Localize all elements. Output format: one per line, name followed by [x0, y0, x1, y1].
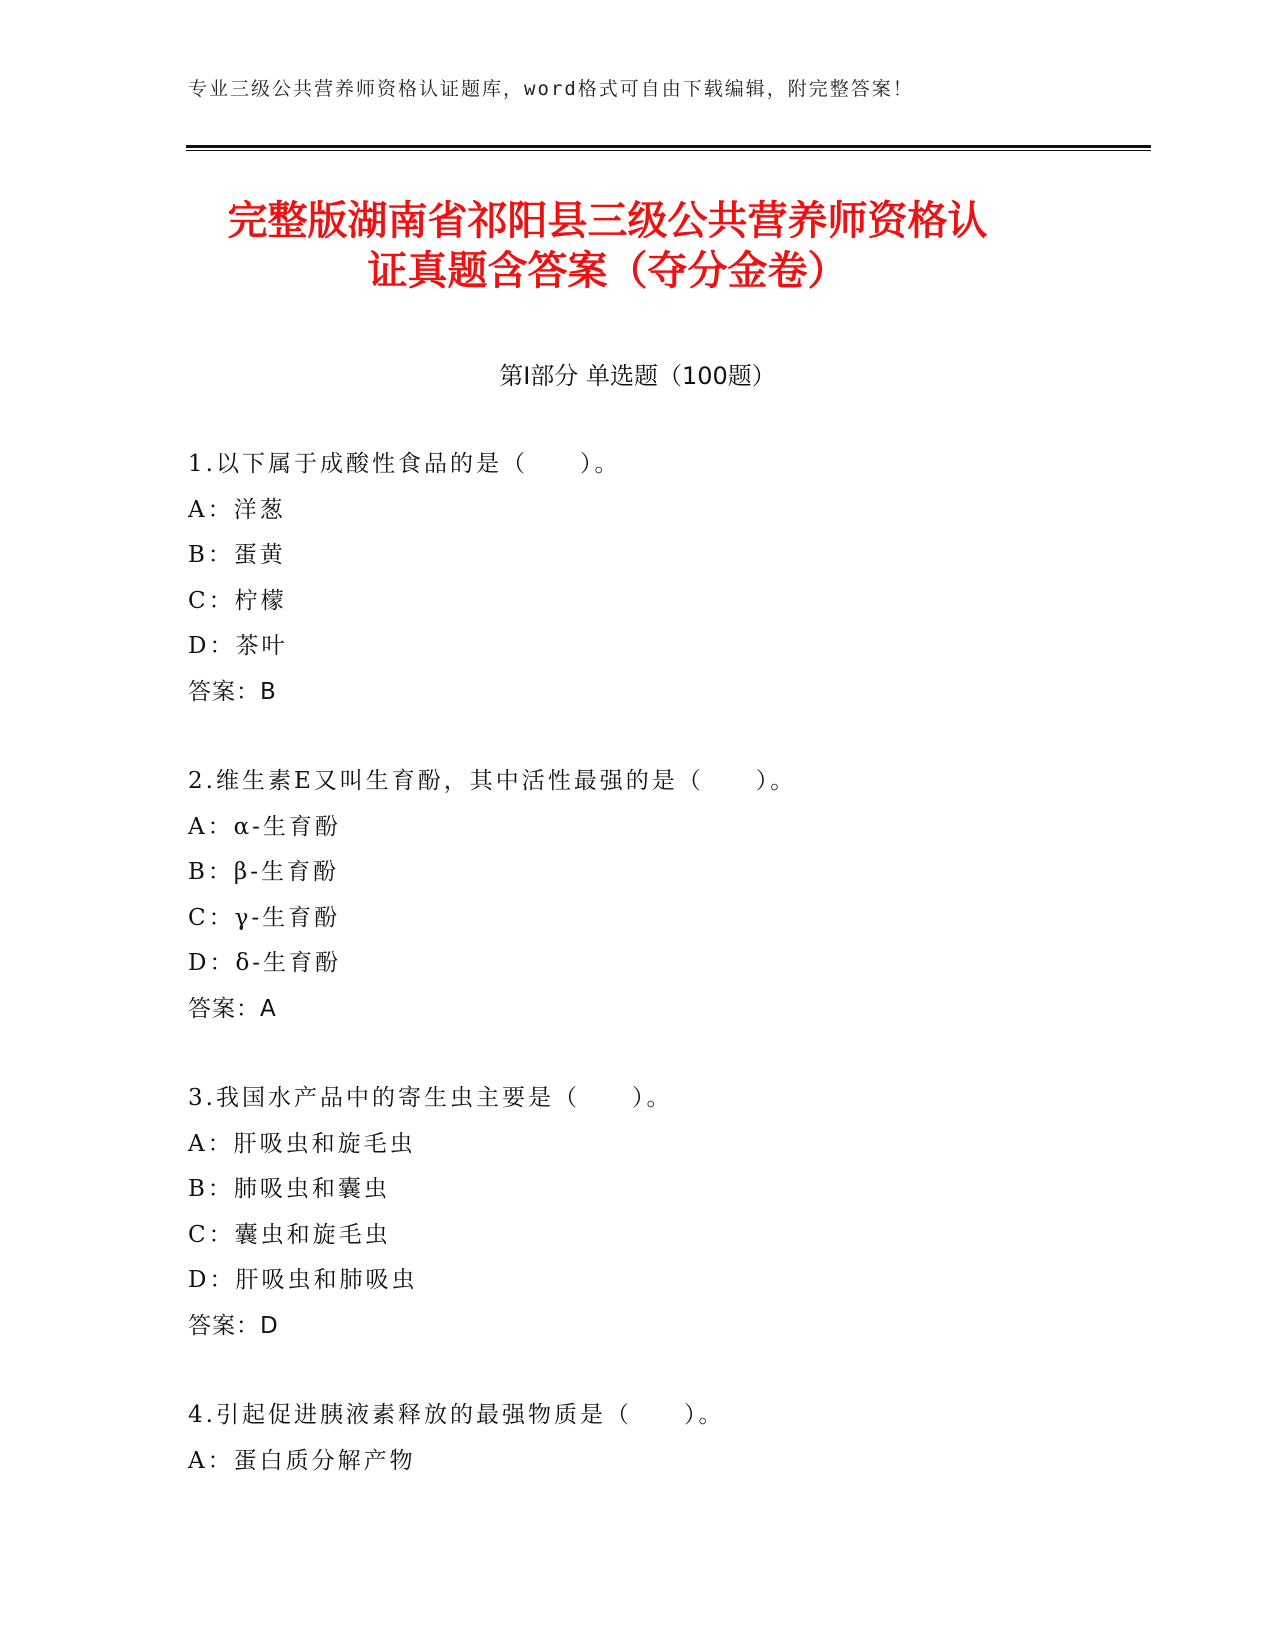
- document-title-line-2: 证真题含答案（夺分金卷）: [367, 248, 848, 294]
- option-c: C：囊虫和旋毛虫: [188, 1221, 391, 1248]
- option-c: C：柠檬: [188, 587, 287, 614]
- header-rule-thick: [186, 145, 1151, 148]
- option-a: A：洋葱: [188, 496, 286, 523]
- option-b: B：β-生育酚: [188, 859, 339, 885]
- question-stem: 1.以下属于成酸性食品的是（ ）。: [188, 451, 621, 477]
- question-stem: 4.引起促进胰液素释放的最强物质是（ ）。: [188, 1402, 725, 1428]
- question-stem: 2.维生素E又叫生育酚，其中活性最强的是（ ）。: [188, 768, 797, 794]
- option-b: B：肺吸虫和囊虫: [188, 1176, 390, 1202]
- answer: 答案：A: [188, 995, 277, 1022]
- header-rule-thin: [186, 150, 1151, 151]
- answer: 答案：D: [188, 1312, 279, 1339]
- option-a: A：肝吸虫和旋毛虫: [188, 1130, 416, 1157]
- header-note: 专业三级公共营养师资格认证题库，word格式可自由下载编辑，附完整答案！: [188, 78, 914, 100]
- option-d: D：δ-生育酚: [188, 950, 342, 976]
- option-a: A：α-生育酚: [188, 813, 341, 840]
- document-title: [0, 196, 1275, 296]
- question-4: [188, 1393, 1088, 1484]
- option-d: D：茶叶: [188, 633, 288, 659]
- option-b: B：蛋黄: [188, 542, 286, 568]
- option-a: A：蛋白质分解产物: [188, 1447, 416, 1474]
- option-d: D：肝吸虫和肺吸虫: [188, 1267, 418, 1293]
- question-3: [188, 1076, 1088, 1349]
- question-2: [188, 759, 1088, 1032]
- question-stem: 3.我国水产品中的寄生虫主要是（ ）。: [188, 1085, 673, 1111]
- section-title: 第Ⅰ部分 单选题（100题）: [499, 362, 776, 390]
- answer: 答案：B: [188, 678, 277, 705]
- question-list: [188, 442, 1088, 1528]
- option-c: C：γ-生育酚: [188, 904, 341, 931]
- question-1: [188, 442, 1088, 715]
- document-title-line-1: 完整版湖南省祁阳县三级公共营养师资格认: [227, 198, 988, 244]
